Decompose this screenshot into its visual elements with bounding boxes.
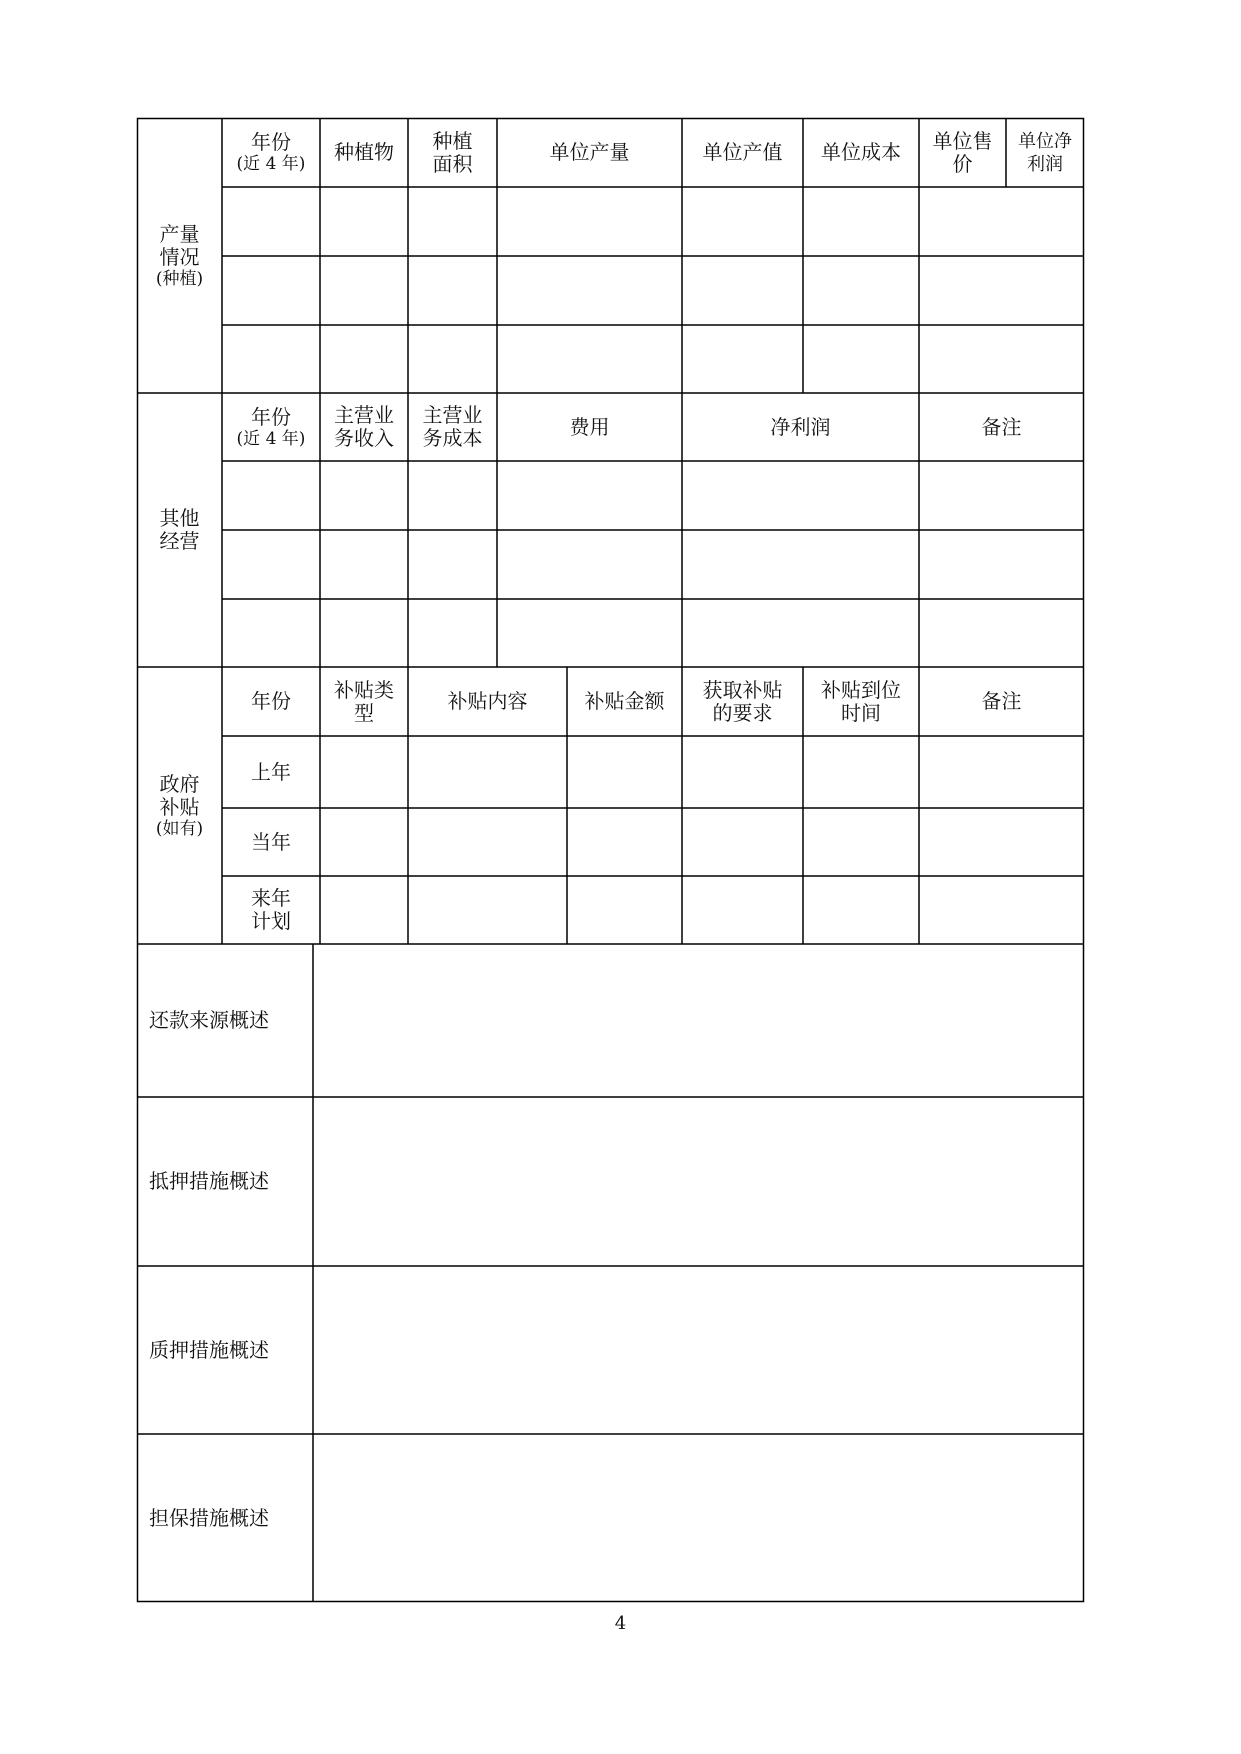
row-label-current-year: 当年 xyxy=(251,829,291,854)
section-label-subsidy xyxy=(137,667,222,944)
repayment-source-field[interactable] xyxy=(313,944,1084,1097)
col-header-remarks: 备注 xyxy=(981,689,1022,713)
col-header-main-cost: 主营业 务成本 xyxy=(422,403,483,450)
col-header-subsidy-requirements: 获取补贴 的要求 xyxy=(702,677,783,725)
guarantee-measures-field[interactable] xyxy=(313,1434,1084,1602)
section-title: 经营 xyxy=(159,529,200,553)
label-repayment-source: 还款来源概述 xyxy=(149,1008,269,1032)
col-header-unit-net-profit: 单位净 利润 xyxy=(1018,130,1072,175)
label-mortgage-measures: 抵押措施概述 xyxy=(149,1169,269,1193)
section-label-production xyxy=(137,118,222,393)
col-header-subsidy-arrival-time: 补贴到位 时间 xyxy=(821,677,901,725)
col-header-unit-output-value: 单位产值 xyxy=(702,140,783,164)
section-note: (种植) xyxy=(155,268,204,289)
col-header-year: 年份 (近 4 年) xyxy=(236,130,306,174)
col-header-subsidy-amount: 补贴金额 xyxy=(584,689,665,713)
col-header-subsidy-type: 补贴类 型 xyxy=(334,677,394,725)
label-pledge-measures: 质押措施概述 xyxy=(149,1337,269,1362)
col-header-subsidy-content: 补贴内容 xyxy=(447,689,528,713)
section-title: 补贴 xyxy=(159,794,200,819)
col-header-area: 种植 面积 xyxy=(432,128,473,176)
col-header-year: 年份 (近 4 年) xyxy=(236,404,306,449)
row-label-last-year: 上年 xyxy=(251,759,291,784)
label-guarantee-measures: 担保措施概述 xyxy=(149,1505,269,1530)
col-header-year: 年份 xyxy=(251,689,291,713)
section-label-other-business xyxy=(137,393,222,667)
col-header-expenses: 费用 xyxy=(569,414,610,439)
section-title: 产量 xyxy=(159,221,200,246)
col-header-crop: 种植物 xyxy=(334,140,394,164)
pledge-measures-field[interactable] xyxy=(313,1266,1084,1434)
col-header-unit-cost: 单位成本 xyxy=(821,140,901,164)
col-header-remarks: 备注 xyxy=(981,414,1022,439)
col-header-main-revenue: 主营业 务收入 xyxy=(334,403,394,450)
section-title: 政府 xyxy=(159,771,200,796)
col-header-unit-price: 单位售 价 xyxy=(932,128,993,176)
row-label-next-year-plan: 来年 计划 xyxy=(251,886,291,933)
col-header-net-profit: 净利润 xyxy=(770,414,831,439)
section-note: (如有) xyxy=(155,818,204,839)
mortgage-measures-field[interactable] xyxy=(313,1097,1084,1266)
section-title: 其他 xyxy=(159,506,200,530)
section-title: 情况 xyxy=(159,244,200,269)
col-header-unit-yield: 单位产量 xyxy=(549,140,630,164)
page-number: 4 xyxy=(614,1613,627,1634)
